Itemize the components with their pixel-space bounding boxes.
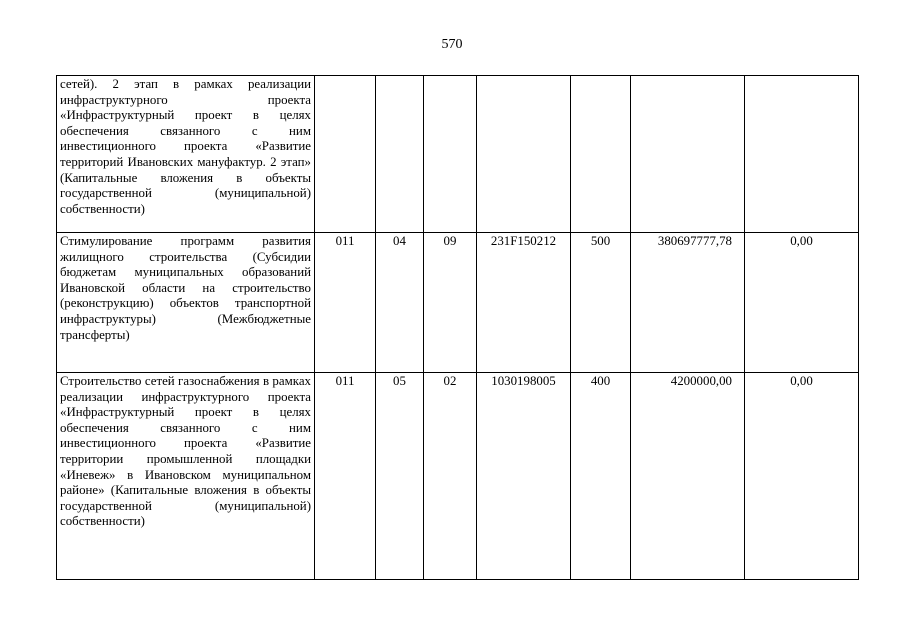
amount-1: 380697777,78 (631, 233, 745, 373)
amount-1: 4200000,00 (631, 373, 745, 580)
budget-table (56, 75, 859, 580)
row-description: Строительство сетей газоснабжения в рамках реализации инфраструктурного проекта «Инфраструктурный проект в целях обеспечения связанного с ним инвестиционного проекта «Развитие территории промышленной площадки «Иневеж» в Ивановском муниципальном районе» (Капитальные вложения в объекты государственной (муниципальной) собственности) (57, 373, 315, 580)
expense-type-code: 500 (571, 233, 631, 373)
amount-2: 0,00 (745, 373, 859, 580)
amount-1 (631, 76, 745, 233)
table-row (57, 233, 859, 373)
page-number: 570 (441, 37, 463, 52)
amount-2: 0,00 (745, 233, 859, 373)
table-row (57, 373, 859, 580)
target-article-code (477, 76, 571, 233)
subsection-code (424, 76, 477, 233)
row-description: Стимулирование программ развития жилищного строительства (Субсидии бюджетам муниципальных образований Ивановской области на строительство (реконструкцию) объектов транспортной инфраструктуры) (Межбюджетные трансферты) (57, 233, 315, 373)
target-article-code: 1030198005 (477, 373, 571, 580)
section-code: 04 (376, 233, 424, 373)
table-row (57, 76, 859, 233)
target-article-code: 231F150212 (477, 233, 571, 373)
subsection-code: 09 (424, 233, 477, 373)
subsection-code: 02 (424, 373, 477, 580)
section-code: 05 (376, 373, 424, 580)
row-description: сетей). 2 этап в рамках реализации инфраструктурного проекта «Инфраструктурный проект в целях обеспечения связанного с ним инвестиционного проекта «Развитие территорий Ивановских мануфактур. 2 этап» (Капитальные вложения в объекты государственной (муниципальной) собственности) (57, 76, 315, 233)
ministry-code: 011 (315, 373, 376, 580)
ministry-code (315, 76, 376, 233)
amount-2 (745, 76, 859, 233)
expense-type-code (571, 76, 631, 233)
expense-type-code: 400 (571, 373, 631, 580)
ministry-code: 011 (315, 233, 376, 373)
section-code (376, 76, 424, 233)
